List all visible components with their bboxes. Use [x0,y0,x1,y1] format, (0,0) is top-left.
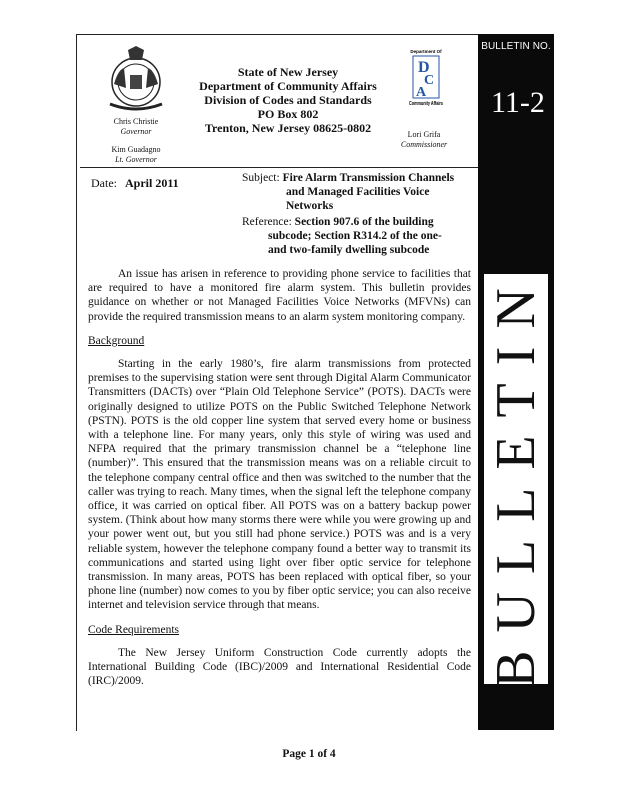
address-line: Department of Community Affairs [199,79,377,93]
logo-text-top: Department Of [410,49,442,54]
address-line: Trenton, New Jersey 08625-0802 [204,121,372,135]
dca-logo [408,48,444,116]
date-value: April 2011 [125,176,179,190]
bulletin-word-box [484,270,548,688]
reference [242,215,472,257]
lt-governor [86,145,186,165]
intro-paragraph: An issue has arisen in reference to providing phone service to facilities that are required to have a monitored fire alarm system. This bulletin provides guidance on whether or not Managed Facilities Voice Networks (MFVNs) can provide the required transmission means to an alarm system monitoring company. [88,268,471,323]
date-label: Date: [91,176,117,190]
reference-label: Reference: [242,216,292,228]
background-paragraph: Starting in the early 1980’s, fire alarm transmissions from protected premises to the supervising station were sent through Digital Alarm Communicator Transmitters (DACTs) over “Plain Old Telephone Service” (POTS). DACTs were originally designed to utilize POTS on the Public Switched Telephone Network (PSTN). POTS is the old copper line system that served every home or business with a telephone line. For many years, only this style of wiring was used and NFPA required that the primary transmission channel be a “telephone line (number)”. This ensured that the transmission means was on a reliable circuit to the telephone company central office and then was switched to the number that the caller was trying to reach. Many times, when the signal left the telephone company office, it was carried on optical fiber. All POTS was on a battery backup power system. (Think about how many storms there were while you were growing up and your power went out, but you still had phone service.) POTS was and is a very reliable system, however the telephone company found a better way to transmit its communications and started using light over fiber optic service for telephone transmission. In many areas, POTS has been replaced with optical fiber, so your phone line (number) now comes to you by fiber optic service; you can also receive internet and television service through that means. [88,358,471,612]
lt-governor-title: Lt. Governor [115,155,157,164]
subject [242,171,472,213]
address-line: PO Box 802 [257,107,319,121]
subject-label: Subject: [242,172,280,184]
svg-text:C: C [424,73,435,88]
governor-name: Chris Christie [113,117,159,126]
header-divider [80,167,480,168]
reference-value: subcode; Section R314.2 of the one- [268,230,442,242]
commissioner-name: Lori Grifa [407,130,441,139]
background-heading: Background [88,334,145,347]
commissioner-title: Commissioner [400,140,448,149]
svg-text:D: D [418,59,430,76]
department-address [188,65,388,135]
address-line: State of New Jersey [237,65,339,79]
date-line [91,176,179,191]
code-heading: Code Requirements [88,623,180,636]
reference-value: and two-family dwelling subcode [268,244,430,256]
lt-governor-name: Kim Guadagno [111,145,161,154]
governor-title: Governor [120,127,152,136]
subject-value: and Managed Facilities Voice Networks [286,186,430,212]
reference-value: Section 907.6 of the building [294,216,434,228]
logo-text-bottom: Community Affairs [409,101,444,107]
page-number: Page 1 of 4 [282,748,336,760]
bulletin-no-label: BULLETIN NO. [481,41,551,52]
svg-text:A: A [416,85,427,100]
nj-state-seal [100,42,172,114]
bulletin-body [88,267,471,698]
code-paragraph: The New Jersey Uniform Construction Code currently adopts the International Building Code (IBC)/2009 and International Residential Code (IRC)/2009. [88,646,471,688]
bulletin-number: 11-2 [491,86,545,119]
commissioner [384,130,464,150]
governor [86,117,186,137]
bulletin-sidebar [478,34,554,730]
bulletin-word: BULLETIN [485,270,547,688]
address-line: Division of Codes and Standards [204,93,372,107]
subject-value: Fire Alarm Transmission Channels [282,172,455,184]
